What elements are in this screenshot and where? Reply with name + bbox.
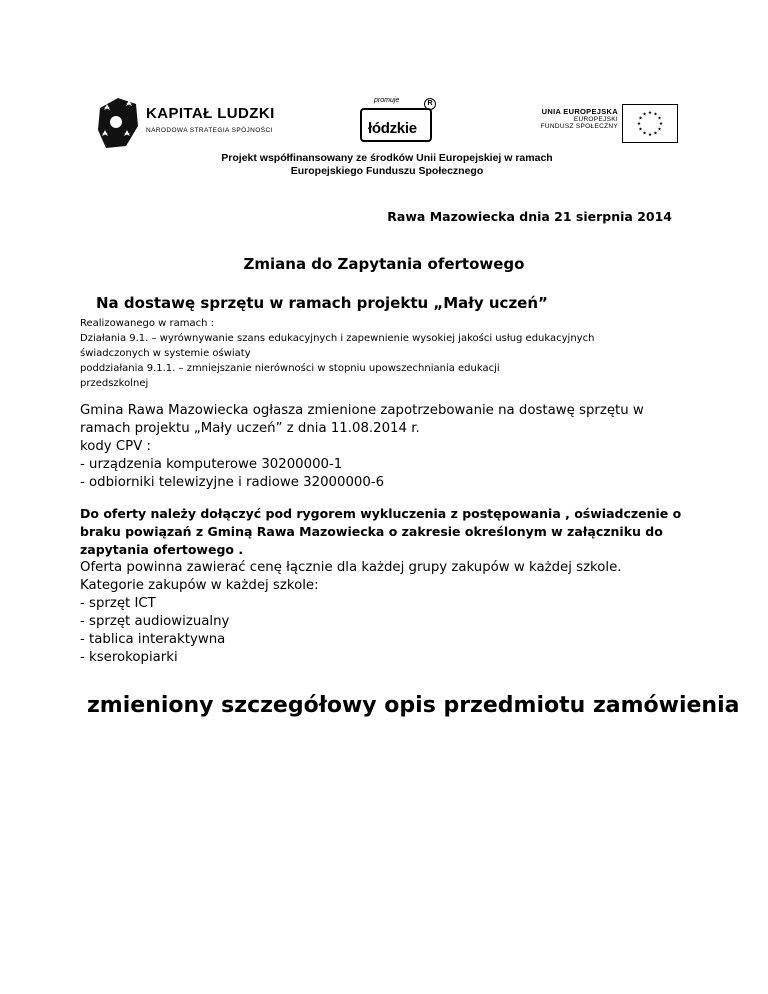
requirements-line: - kserokopiarki <box>80 650 178 665</box>
eu-star-icon <box>643 112 646 115</box>
project-details <box>80 316 700 391</box>
lodzkie-logo-frame <box>360 108 432 142</box>
kapital-ludzki-title: KAPITAŁ LUDZKI <box>146 105 275 122</box>
kapital-ludzki-logo <box>96 96 296 150</box>
announcement-line: ramach projektu „Mały uczeń” z dnia 11.08.2014 r. <box>80 421 420 436</box>
eu-star-icon <box>643 131 646 134</box>
eu-star-icon <box>648 133 651 136</box>
announcement-line: Gmina Rawa Mazowiecka ogłasza zmienione zapotrzebowanie na dostawę sprzętu w <box>80 403 644 418</box>
eu-logo-line3: FUNDUSZ SPOŁECZNY <box>540 123 618 130</box>
eu-star-icon <box>639 127 642 130</box>
details-line: poddziałania 9.1.1. – zmniejszanie nierówności w stopniu upowszechniania edukacji <box>80 363 500 374</box>
requirements-bold-line: braku powiązań z Gminą Rawa Mazowiecka o zakresie określonym w załączniku do <box>80 524 663 539</box>
requirements-paragraph <box>80 505 680 667</box>
details-line: Realizowanego w ramach : <box>80 318 214 329</box>
section-heading: zmieniony szczegółowy opis przedmiotu zamówienia <box>87 693 740 718</box>
date-line: Rawa Mazowiecka dnia 21 sierpnia 2014 <box>387 209 672 224</box>
eu-star-icon <box>658 116 661 119</box>
details-line: świadczonych w systemie oświaty <box>80 348 251 359</box>
page-subtitle: Na dostawę sprzętu w ramach projektu „Mały uczeń” <box>96 294 548 312</box>
eu-star-icon <box>659 122 662 125</box>
requirements-line: Kategorie zakupów w każdej szkole: <box>80 578 319 593</box>
kapital-ludzki-emblem-icon <box>96 96 140 150</box>
announcement-paragraph <box>80 402 680 492</box>
lodzkie-promuje: promuje <box>374 97 400 104</box>
eu-star-icon <box>637 122 640 125</box>
eu-logo-line1: UNIA EUROPEJSKA <box>541 107 618 116</box>
eu-star-icon <box>654 131 657 134</box>
requirements-line: - sprzęt ICT <box>80 596 156 611</box>
requirements-line: - sprzęt audiowizualny <box>80 614 230 629</box>
kapital-ludzki-subtitle: NARODOWA STRATEGIA SPÓJNOŚCI <box>146 127 273 134</box>
announcement-line: - urządzenia komputerowe 30200000-1 <box>80 457 343 472</box>
cofunding-line1: Projekt współfinansowany ze środków Unii Europejskiej w ramach <box>221 152 553 164</box>
requirements-line: Oferta powinna zawierać cenę łącznie dla każdej grupy zakupów w każdej szkole. <box>80 560 622 575</box>
cofunding-note <box>0 152 768 178</box>
eu-logo-text <box>541 107 618 130</box>
details-line: Działania 9.1. – wyrównywanie szans edukacyjnych i zapewnienie wysokiej jakości usług edukacyjnych <box>80 333 595 344</box>
eu-star-icon <box>639 116 642 119</box>
page-title: Zmiana do Zapytania ofertowego <box>243 255 525 273</box>
announcement-line: kody CPV : <box>80 439 152 454</box>
eu-star-icon <box>654 112 657 115</box>
requirements-bold-line: Do oferty należy dołączyć pod rygorem wykluczenia z postępowania , oświadczenie o <box>80 506 682 521</box>
lodzkie-logo <box>358 98 438 144</box>
requirements-line: - tablica interaktywna <box>80 632 226 647</box>
eu-flag-icon <box>622 104 678 143</box>
eu-star-icon <box>648 111 651 114</box>
details-line: przedszkolnej <box>80 378 149 389</box>
eu-star-icon <box>658 127 661 130</box>
registered-mark-icon: R <box>424 98 436 110</box>
announcement-line: - odbiorniki telewizyjne i radiowe 32000000-6 <box>80 475 385 490</box>
eu-logo-line2: EUROPEJSKI <box>573 116 618 123</box>
lodzkie-word: łódzkie <box>368 120 417 137</box>
cofunding-line2: Europejskiego Funduszu Społecznego <box>290 165 484 177</box>
eu-logo <box>538 104 678 144</box>
requirements-bold-line: zapytania ofertowego . <box>80 542 244 557</box>
